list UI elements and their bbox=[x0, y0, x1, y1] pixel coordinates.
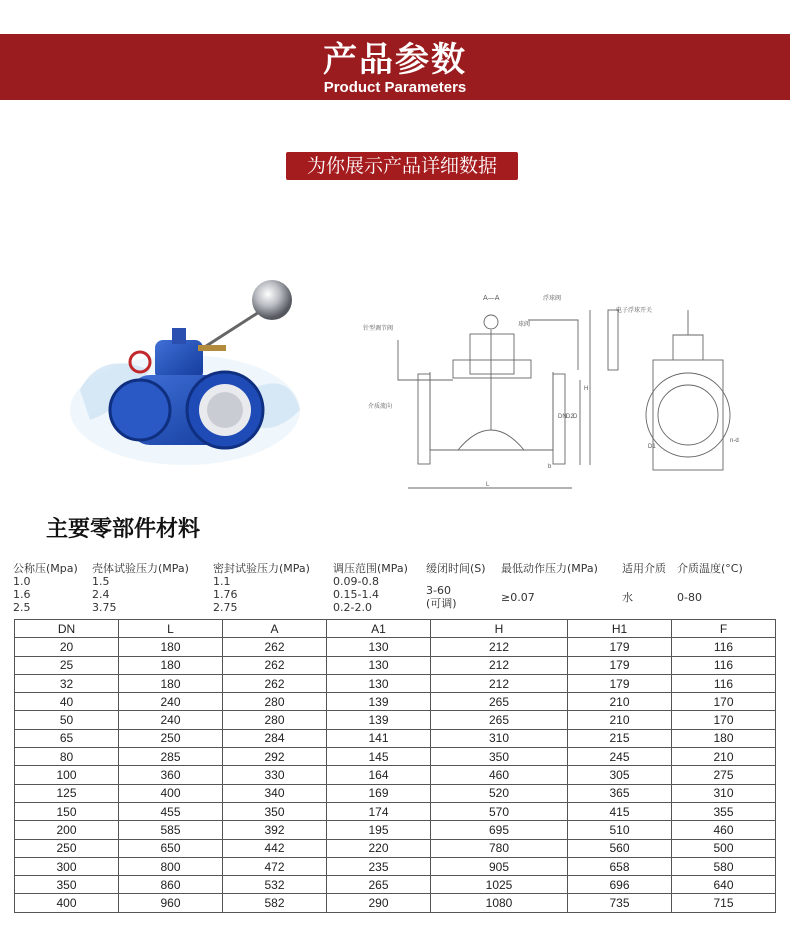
spec-col-range bbox=[333, 562, 408, 614]
table-cell: 170 bbox=[671, 693, 775, 711]
table-cell: 139 bbox=[327, 693, 431, 711]
table-cell: 340 bbox=[223, 784, 327, 802]
table-cell: 640 bbox=[671, 876, 775, 894]
table-cell: 40 bbox=[15, 693, 119, 711]
table-cell: 116 bbox=[671, 638, 775, 656]
table-cell: 350 bbox=[15, 876, 119, 894]
section-title: 主要零部件材料 bbox=[46, 517, 201, 542]
spec-value: (可调) bbox=[426, 597, 457, 610]
table-cell: 130 bbox=[327, 638, 431, 656]
spec-value: 2.4 bbox=[92, 588, 110, 601]
table-cell: 32 bbox=[15, 674, 119, 692]
table-cell: 179 bbox=[567, 674, 671, 692]
label-d2: D2 bbox=[566, 414, 574, 420]
spec-col-shell bbox=[92, 562, 189, 614]
label-float-valve: 浮球阀 bbox=[543, 296, 562, 302]
table-cell: 65 bbox=[15, 729, 119, 747]
column-header: A1 bbox=[327, 620, 431, 638]
spec-header: 介质温度(°C) bbox=[677, 562, 743, 575]
table-cell: 262 bbox=[223, 656, 327, 674]
table-cell: 284 bbox=[223, 729, 327, 747]
table-cell: 210 bbox=[671, 748, 775, 766]
column-header: H bbox=[431, 620, 568, 638]
table-row bbox=[15, 876, 776, 894]
spec-col-nominal bbox=[13, 562, 78, 614]
table-cell: 355 bbox=[671, 802, 775, 820]
spec-value: 1.76 bbox=[213, 588, 238, 601]
label-ball-valve: 球阀 bbox=[518, 322, 531, 328]
table-row bbox=[15, 693, 776, 711]
table-cell: 174 bbox=[327, 802, 431, 820]
table-cell: 735 bbox=[567, 894, 671, 912]
table-cell: 179 bbox=[567, 656, 671, 674]
label-h: H bbox=[584, 386, 589, 392]
table-cell: 50 bbox=[15, 711, 119, 729]
table-cell: 275 bbox=[671, 766, 775, 784]
banner-subtitle: Product Parameters bbox=[323, 79, 467, 96]
table-cell: 532 bbox=[223, 876, 327, 894]
table-cell: 200 bbox=[15, 821, 119, 839]
spec-header: 壳体试验压力(MPa) bbox=[92, 562, 189, 575]
label-needle-valve: 针型调节阀 bbox=[363, 326, 394, 332]
table-cell: 180 bbox=[119, 656, 223, 674]
table-cell: 696 bbox=[567, 876, 671, 894]
table-cell: 715 bbox=[671, 894, 775, 912]
table-cell: 360 bbox=[119, 766, 223, 784]
table-cell: 20 bbox=[15, 638, 119, 656]
table-cell: 125 bbox=[15, 784, 119, 802]
table-cell: 1025 bbox=[431, 876, 568, 894]
table-cell: 292 bbox=[223, 748, 327, 766]
banner-title: 产品参数 bbox=[323, 40, 467, 80]
spec-col-min-pressure bbox=[501, 562, 598, 604]
table-row bbox=[15, 638, 776, 656]
table-cell: 400 bbox=[15, 894, 119, 912]
spec-header: 密封试验压力(MPa) bbox=[213, 562, 310, 575]
table-cell: 170 bbox=[671, 711, 775, 729]
spec-value: 1.6 bbox=[13, 588, 31, 601]
table-cell: 520 bbox=[431, 784, 568, 802]
table-cell: 262 bbox=[223, 638, 327, 656]
spec-value: 3.75 bbox=[92, 601, 117, 614]
table-row bbox=[15, 711, 776, 729]
spec-header: 最低动作压力(MPa) bbox=[501, 562, 598, 575]
spec-header: 缓闭时间(S) bbox=[426, 562, 486, 575]
table-cell: 164 bbox=[327, 766, 431, 784]
label-b: b bbox=[548, 464, 552, 470]
table-cell: 310 bbox=[671, 784, 775, 802]
spec-value: 0.2-2.0 bbox=[333, 601, 372, 614]
table-cell: 265 bbox=[327, 876, 431, 894]
column-header: A bbox=[223, 620, 327, 638]
column-header: F bbox=[671, 620, 775, 638]
table-cell: 280 bbox=[223, 693, 327, 711]
label-dn: DN bbox=[558, 414, 567, 420]
table-cell: 235 bbox=[327, 857, 431, 875]
table-cell: 25 bbox=[15, 656, 119, 674]
table-cell: 860 bbox=[119, 876, 223, 894]
column-header: L bbox=[119, 620, 223, 638]
table-cell: 141 bbox=[327, 729, 431, 747]
table-cell: 300 bbox=[15, 857, 119, 875]
table-cell: 658 bbox=[567, 857, 671, 875]
table-cell: 285 bbox=[119, 748, 223, 766]
table-cell: 290 bbox=[327, 894, 431, 912]
spec-header: 适用介质 bbox=[622, 562, 666, 575]
table-cell: 116 bbox=[671, 674, 775, 692]
table-cell: 330 bbox=[223, 766, 327, 784]
table-cell: 215 bbox=[567, 729, 671, 747]
table-cell: 350 bbox=[223, 802, 327, 820]
table-cell: 650 bbox=[119, 839, 223, 857]
column-header: DN bbox=[15, 620, 119, 638]
column-header: H1 bbox=[567, 620, 671, 638]
label-l: L bbox=[486, 482, 490, 488]
table-row bbox=[15, 839, 776, 857]
spec-col-close-time bbox=[426, 562, 486, 610]
spec-col-seal bbox=[213, 562, 310, 614]
table-cell: 265 bbox=[431, 711, 568, 729]
table-cell: 585 bbox=[119, 821, 223, 839]
table-cell: 960 bbox=[119, 894, 223, 912]
table-cell: 100 bbox=[15, 766, 119, 784]
table-row bbox=[15, 656, 776, 674]
table-cell: 139 bbox=[327, 711, 431, 729]
table-cell: 116 bbox=[671, 656, 775, 674]
table-row bbox=[15, 748, 776, 766]
table-cell: 582 bbox=[223, 894, 327, 912]
label-electronic-switch: 电子浮球开关 bbox=[616, 308, 653, 314]
table-cell: 500 bbox=[671, 839, 775, 857]
label-flow-direction: 介质流向 bbox=[368, 404, 393, 410]
table-cell: 1080 bbox=[431, 894, 568, 912]
intro-badge: 为你展示产品详细数据 bbox=[286, 152, 518, 180]
table-cell: 212 bbox=[431, 674, 568, 692]
spec-header: 公称压(Mpa) bbox=[13, 562, 78, 575]
table-cell: 415 bbox=[567, 802, 671, 820]
valve-technical-drawing bbox=[358, 290, 770, 500]
spec-value: 0-80 bbox=[677, 591, 702, 604]
spec-value: 1.5 bbox=[92, 575, 110, 588]
table-cell: 350 bbox=[431, 748, 568, 766]
dimension-table bbox=[14, 619, 776, 913]
table-header-row bbox=[15, 620, 776, 638]
table-cell: 179 bbox=[567, 638, 671, 656]
table-cell: 80 bbox=[15, 748, 119, 766]
table-cell: 250 bbox=[15, 839, 119, 857]
table-cell: 195 bbox=[327, 821, 431, 839]
table-cell: 580 bbox=[671, 857, 775, 875]
table-cell: 455 bbox=[119, 802, 223, 820]
spec-value: 水 bbox=[622, 591, 633, 604]
table-cell: 460 bbox=[431, 766, 568, 784]
spec-value: 3-60 bbox=[426, 584, 451, 597]
table-cell: 365 bbox=[567, 784, 671, 802]
table-cell: 780 bbox=[431, 839, 568, 857]
table-row bbox=[15, 857, 776, 875]
spec-value: 1.0 bbox=[13, 575, 31, 588]
table-row bbox=[15, 784, 776, 802]
table-row bbox=[15, 802, 776, 820]
label-d: D bbox=[573, 414, 578, 420]
spec-value: 1.1 bbox=[213, 575, 231, 588]
table-cell: 180 bbox=[119, 674, 223, 692]
table-cell: 400 bbox=[119, 784, 223, 802]
spec-value: ≥0.07 bbox=[501, 591, 535, 604]
table-cell: 905 bbox=[431, 857, 568, 875]
table-cell: 130 bbox=[327, 674, 431, 692]
label-n-d: n-d bbox=[730, 438, 739, 444]
table-cell: 212 bbox=[431, 656, 568, 674]
table-row bbox=[15, 729, 776, 747]
valve-product-image bbox=[60, 270, 310, 490]
spec-value: 2.5 bbox=[13, 601, 31, 614]
table-cell: 212 bbox=[431, 638, 568, 656]
table-cell: 210 bbox=[567, 693, 671, 711]
table-cell: 442 bbox=[223, 839, 327, 857]
table-cell: 130 bbox=[327, 656, 431, 674]
table-cell: 240 bbox=[119, 693, 223, 711]
table-row bbox=[15, 674, 776, 692]
table-cell: 392 bbox=[223, 821, 327, 839]
table-row bbox=[15, 821, 776, 839]
table-cell: 510 bbox=[567, 821, 671, 839]
table-cell: 250 bbox=[119, 729, 223, 747]
table-cell: 245 bbox=[567, 748, 671, 766]
table-cell: 240 bbox=[119, 711, 223, 729]
spec-value: 0.09-0.8 bbox=[333, 575, 379, 588]
table-cell: 180 bbox=[119, 638, 223, 656]
header-banner bbox=[0, 34, 790, 100]
table-cell: 570 bbox=[431, 802, 568, 820]
table-cell: 305 bbox=[567, 766, 671, 784]
table-cell: 169 bbox=[327, 784, 431, 802]
spec-table bbox=[13, 562, 783, 618]
table-cell: 265 bbox=[431, 693, 568, 711]
table-cell: 150 bbox=[15, 802, 119, 820]
table-cell: 180 bbox=[671, 729, 775, 747]
table-cell: 460 bbox=[671, 821, 775, 839]
spec-header: 调压范围(MPa) bbox=[333, 562, 408, 575]
table-row bbox=[15, 894, 776, 912]
spec-value: 2.75 bbox=[213, 601, 238, 614]
spec-value: 0.15-1.4 bbox=[333, 588, 379, 601]
spec-col-temperature bbox=[677, 562, 743, 604]
table-row bbox=[15, 766, 776, 784]
table-cell: 220 bbox=[327, 839, 431, 857]
table-cell: 695 bbox=[431, 821, 568, 839]
table-cell: 210 bbox=[567, 711, 671, 729]
table-cell: 280 bbox=[223, 711, 327, 729]
table-cell: 560 bbox=[567, 839, 671, 857]
section-label: A—A bbox=[483, 294, 500, 302]
table-cell: 262 bbox=[223, 674, 327, 692]
table-cell: 145 bbox=[327, 748, 431, 766]
table-cell: 472 bbox=[223, 857, 327, 875]
table-cell: 310 bbox=[431, 729, 568, 747]
label-d1: D1 bbox=[648, 444, 656, 450]
spec-col-medium bbox=[622, 562, 666, 604]
table-cell: 800 bbox=[119, 857, 223, 875]
